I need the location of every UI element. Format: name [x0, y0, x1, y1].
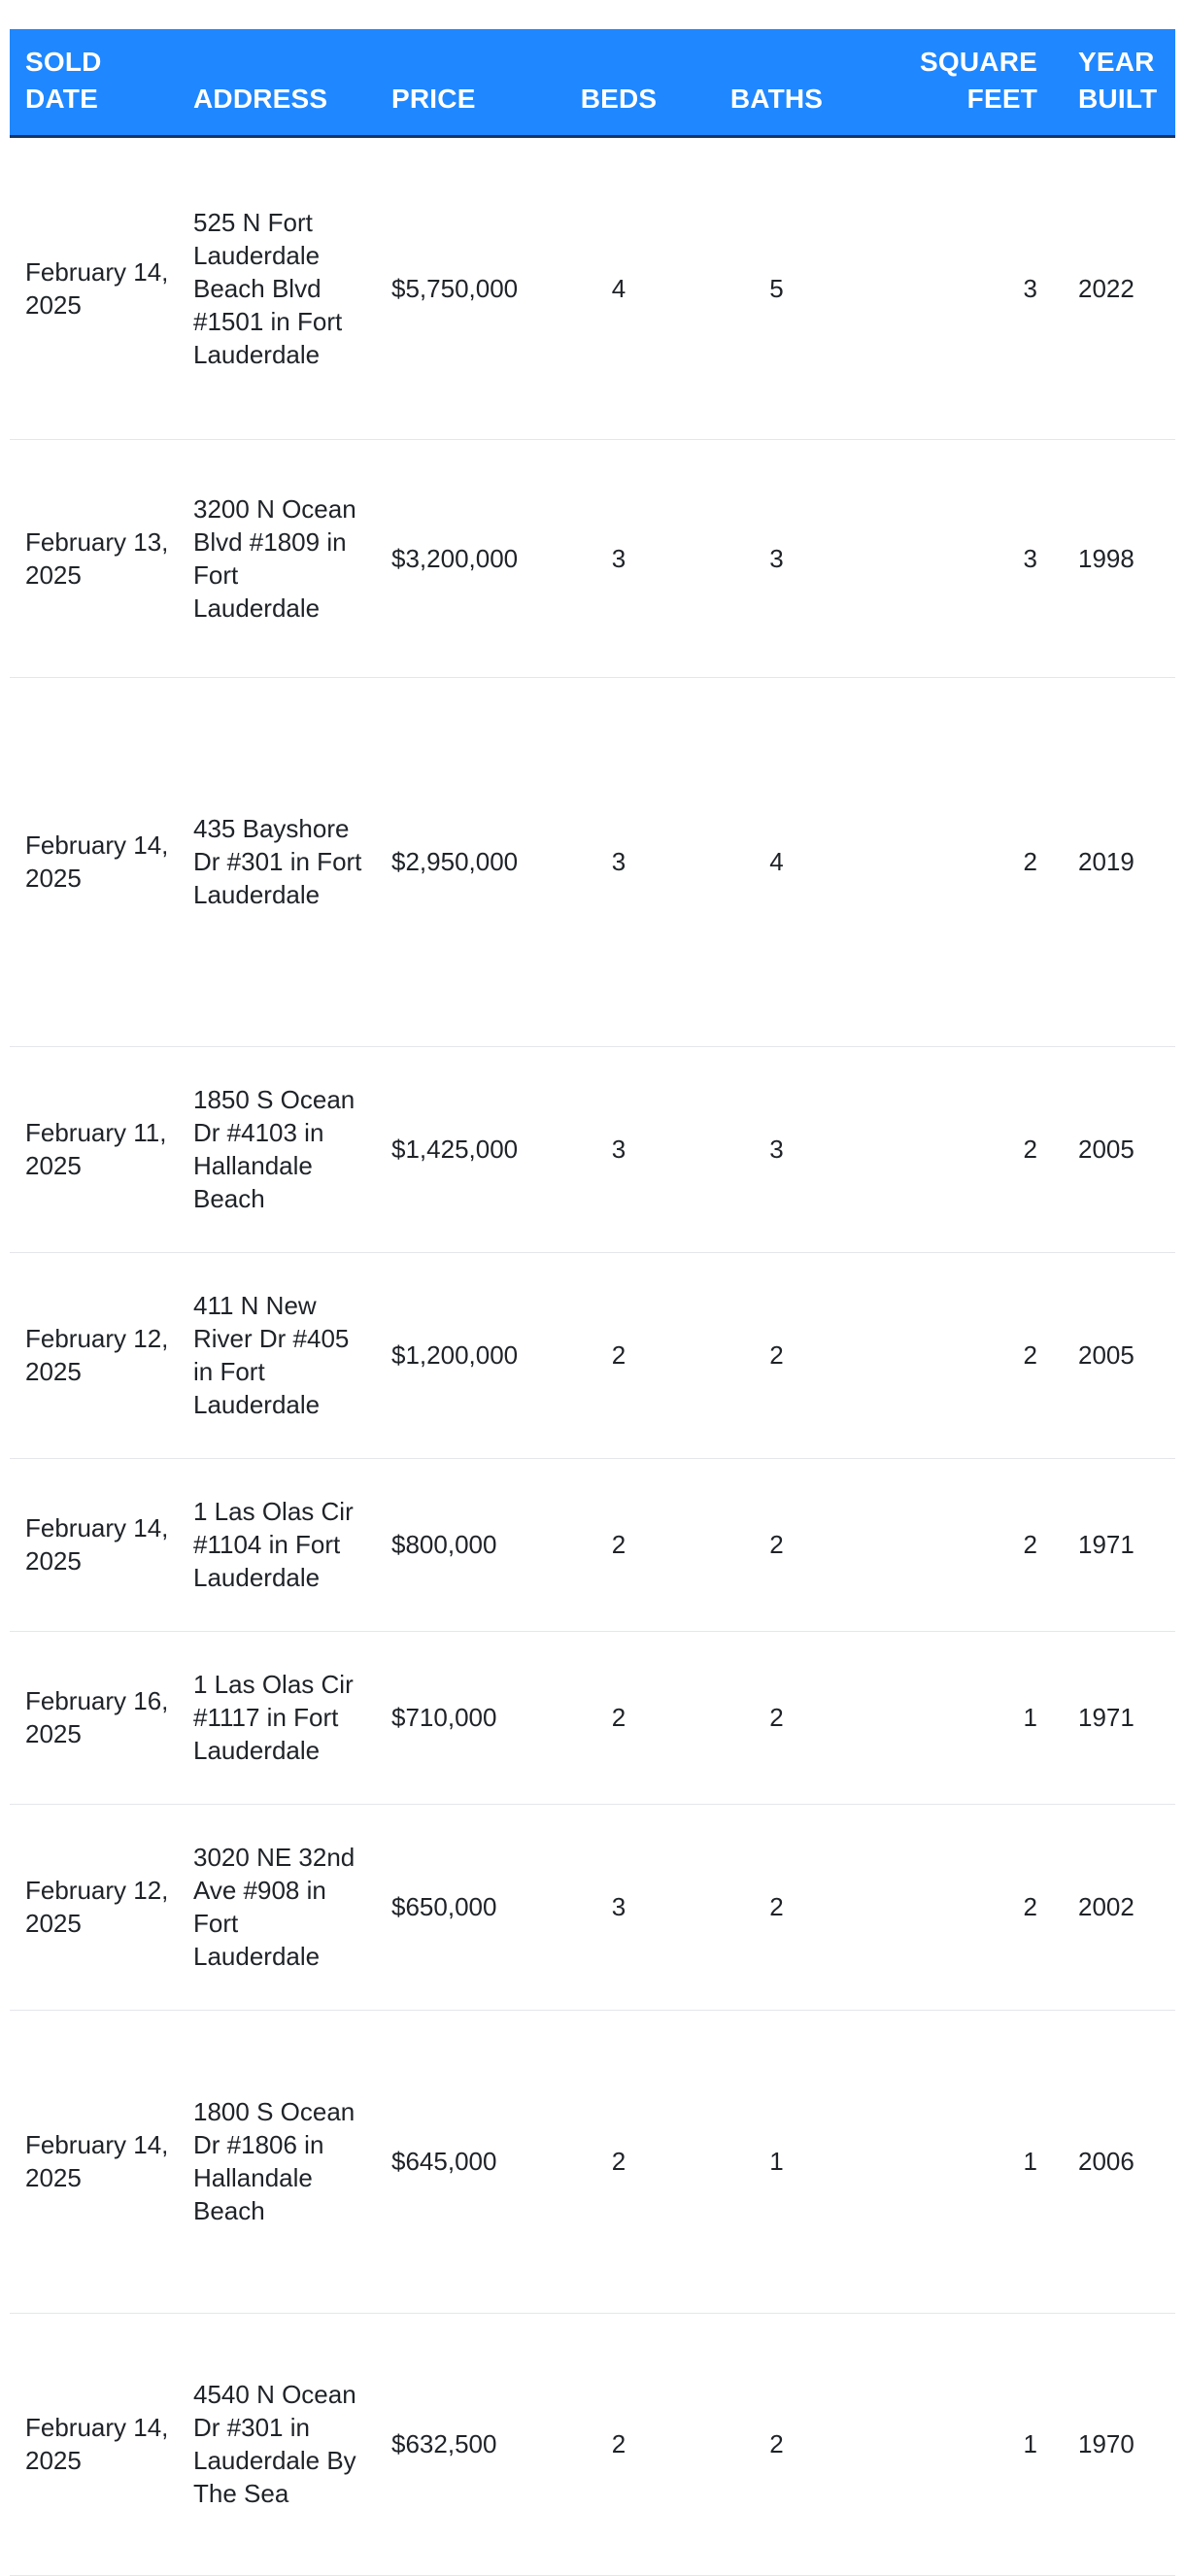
cell-square-feet: 2	[871, 1046, 1063, 1252]
header-square-feet: SQUARE FEET	[871, 29, 1063, 136]
header-price: PRICE	[376, 29, 556, 136]
cell-baths: 2	[682, 1631, 871, 1804]
cell-price: $1,200,000	[376, 1252, 556, 1458]
cell-baths: 5	[682, 136, 871, 439]
header-baths: BATHS	[682, 29, 871, 136]
cell-beds: 4	[556, 136, 682, 439]
cell-beds: 3	[556, 1804, 682, 2010]
cell-year-built: 2005	[1063, 1046, 1175, 1252]
cell-sold-date: February 14, 2025	[10, 1458, 178, 1631]
header-address: ADDRESS	[178, 29, 376, 136]
cell-sold-date: February 13, 2025	[10, 439, 178, 677]
table-row	[10, 1046, 1175, 1252]
cell-price: $3,200,000	[376, 439, 556, 677]
cell-address: 525 N Fort Lauderdale Beach Blvd #1501 in Fort Lauderdale	[178, 136, 376, 439]
cell-square-feet: 1	[871, 2010, 1063, 2313]
cell-beds: 2	[556, 2313, 682, 2575]
cell-square-feet: 1	[871, 1631, 1063, 1804]
cell-address: 411 N New River Dr #405 in Fort Lauderdale	[178, 1252, 376, 1458]
table-header-row	[10, 29, 1175, 136]
cell-beds: 3	[556, 439, 682, 677]
cell-price: $710,000	[376, 1631, 556, 1804]
cell-baths: 2	[682, 2313, 871, 2575]
cell-price: $5,750,000	[376, 136, 556, 439]
cell-square-feet: 2	[871, 1804, 1063, 2010]
table-row	[10, 439, 1175, 677]
cell-beds: 2	[556, 1631, 682, 1804]
cell-year-built: 1970	[1063, 2313, 1175, 2575]
table-row	[10, 136, 1175, 439]
cell-baths: 2	[682, 1804, 871, 2010]
cell-year-built: 2019	[1063, 677, 1175, 1046]
cell-address: 3200 N Ocean Blvd #1809 in Fort Lauderdale	[178, 439, 376, 677]
cell-square-feet: 2	[871, 1252, 1063, 1458]
cell-beds: 3	[556, 677, 682, 1046]
cell-address: 1800 S Ocean Dr #1806 in Hallandale Beach	[178, 2010, 376, 2313]
cell-sold-date: February 14, 2025	[10, 677, 178, 1046]
cell-baths: 4	[682, 677, 871, 1046]
table-row	[10, 677, 1175, 1046]
cell-price: $1,425,000	[376, 1046, 556, 1252]
cell-year-built: 2002	[1063, 1804, 1175, 2010]
header-beds: BEDS	[556, 29, 682, 136]
cell-address: 435 Bayshore Dr #301 in Fort Lauderdale	[178, 677, 376, 1046]
header-year-built: YEAR BUILT	[1063, 29, 1175, 136]
cell-beds: 3	[556, 1046, 682, 1252]
sold-listings-table	[10, 29, 1175, 2576]
cell-baths: 2	[682, 1252, 871, 1458]
cell-sold-date: February 12, 2025	[10, 1804, 178, 2010]
cell-square-feet: 3	[871, 136, 1063, 439]
cell-baths: 1	[682, 2010, 871, 2313]
cell-sold-date: February 14, 2025	[10, 2010, 178, 2313]
cell-price: $2,950,000	[376, 677, 556, 1046]
cell-address: 1 Las Olas Cir #1104 in Fort Lauderdale	[178, 1458, 376, 1631]
cell-price: $800,000	[376, 1458, 556, 1631]
cell-baths: 3	[682, 439, 871, 677]
cell-price: $645,000	[376, 2010, 556, 2313]
cell-address: 3020 NE 32nd Ave #908 in Fort Lauderdale	[178, 1804, 376, 2010]
cell-square-feet: 1	[871, 2313, 1063, 2575]
table-row	[10, 1631, 1175, 1804]
cell-price: $650,000	[376, 1804, 556, 2010]
table-row	[10, 2010, 1175, 2313]
table-row	[10, 1252, 1175, 1458]
table-row	[10, 1458, 1175, 1631]
cell-baths: 2	[682, 1458, 871, 1631]
header-sold-date: SOLD DATE	[10, 29, 178, 136]
cell-baths: 3	[682, 1046, 871, 1252]
cell-beds: 2	[556, 1252, 682, 1458]
cell-sold-date: February 16, 2025	[10, 1631, 178, 1804]
cell-sold-date: February 14, 2025	[10, 2313, 178, 2575]
sold-listings-table-container	[10, 29, 1175, 2576]
cell-year-built: 2005	[1063, 1252, 1175, 1458]
cell-address: 4540 N Ocean Dr #301 in Lauderdale By The Sea	[178, 2313, 376, 2575]
cell-square-feet: 3	[871, 439, 1063, 677]
table-header	[10, 29, 1175, 136]
table-body	[10, 136, 1175, 2575]
table-row	[10, 2313, 1175, 2575]
cell-square-feet: 2	[871, 1458, 1063, 1631]
cell-square-feet: 2	[871, 677, 1063, 1046]
cell-year-built: 2022	[1063, 136, 1175, 439]
cell-address: 1 Las Olas Cir #1117 in Fort Lauderdale	[178, 1631, 376, 1804]
cell-price: $632,500	[376, 2313, 556, 2575]
cell-year-built: 1971	[1063, 1458, 1175, 1631]
cell-sold-date: February 11, 2025	[10, 1046, 178, 1252]
cell-address: 1850 S Ocean Dr #4103 in Hallandale Beach	[178, 1046, 376, 1252]
table-row	[10, 1804, 1175, 2010]
cell-year-built: 2006	[1063, 2010, 1175, 2313]
cell-year-built: 1998	[1063, 439, 1175, 677]
cell-sold-date: February 14, 2025	[10, 136, 178, 439]
cell-beds: 2	[556, 2010, 682, 2313]
cell-sold-date: February 12, 2025	[10, 1252, 178, 1458]
cell-beds: 2	[556, 1458, 682, 1631]
cell-year-built: 1971	[1063, 1631, 1175, 1804]
